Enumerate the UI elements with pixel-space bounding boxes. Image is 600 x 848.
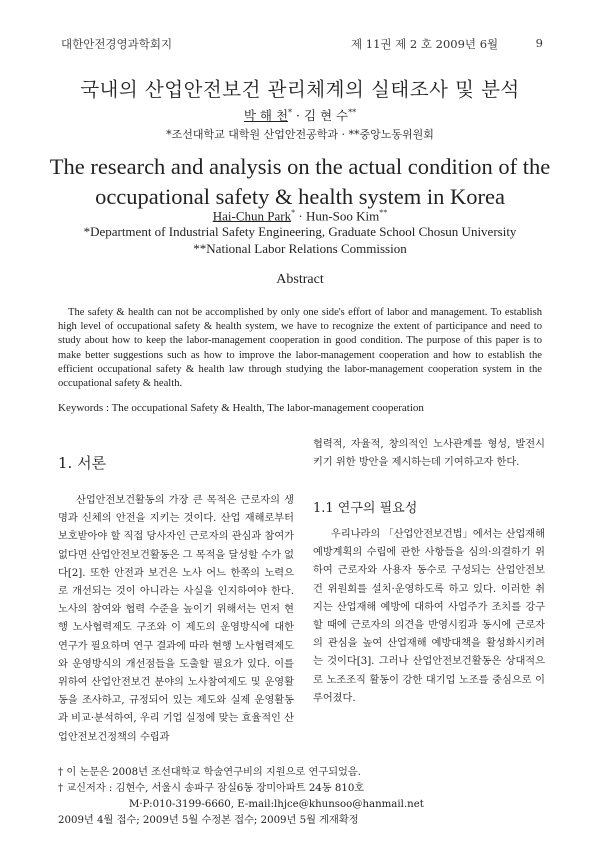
section-1-1-paragraph: 우리나라의 「산업안전보건법」에서는 산업재해 예방계획의 수립에 관한 사항들을 심의·의결하기 위하여 근로자와 사용자 동수로 구성되는 산업안전보건 위원회를 설치·운영하도록 하고 있다. 이러한 취지는 산업재해 예방에 대하여 사업주가 조치를 강구할 때에 근로자의 의견을 반영시킴과 동시에 근로자의 관심을 높여 산업재해 예방대책을 활성화시키려는 것이다[3]. 그러나 산업안전보건활동은 상대적으로 노조조직 활동이 강한 대기업 노조를 중심으로 이루어졌다. [313, 529, 545, 704]
issue-info: 제 11권 제 2 호 2009년 6월 [351, 37, 499, 51]
author-ko-2: 김 현 수 [303, 108, 349, 123]
title-korean: 국내의 산업안전보건 관리체계의 실태조사 및 분석 [80, 78, 520, 101]
author-ko-2-mark: ** [348, 107, 357, 117]
abstract-heading: Abstract [276, 272, 324, 287]
section-1-heading: 1. 서론 [58, 454, 107, 472]
affiliations-korean: *조선대학교 대학원 산업안전공학과 · **중앙노동위원회 [166, 128, 434, 141]
keywords: Keywords : The occupational Safety & Health, The labor-management cooperation [58, 402, 424, 414]
author-ko-1: 박 해 천 [243, 108, 289, 123]
title-english-line-1: The research and analysis on the actual condition of the [49, 154, 551, 179]
author-en-separator: · [295, 208, 306, 224]
author-en-2-mark: ** [379, 208, 388, 217]
author-en-1-mark: * [291, 208, 296, 217]
authors-korean [0, 106, 600, 124]
footnote-corresponding-author: † 교신저자 : 김현수, 서울시 송파구 잠실6동 장미아파트 24동 810호 [58, 783, 365, 794]
footnotes [58, 765, 542, 829]
authors-english [0, 208, 600, 224]
abstract-text: The safety & health can not be accomplished by only one side's effort of labor and management. To establish high level of occupational safety & health system, we have to recognize the extent of participance and need to study about how to keep the labor-management cooperation in good condition. The purpose of this paper is to make better suggestions such as how to improve the labor-management cooperation and how to establish the efficient occupational safety & health law through studying the labor-management cooperation system in the occupational safety & health. [58, 307, 542, 390]
page-number: 9 [535, 36, 543, 50]
author-en-1: Hai-Chun Park [212, 208, 292, 224]
author-ko-separator: · [292, 108, 304, 123]
title-english [0, 152, 600, 212]
section-1-paragraph: 산업안전보건활동의 가장 큰 목적은 근로자의 생명과 신체의 안전을 지키는 것이다. 산업 재해로부터 보호받아야 할 직접 당사자인 근로자의 관심과 참여가 없다면 산업안전보건활동은 그 목적을 달성할 수가 없다[2]. 또한 안전과 보건은 노사 어느 한쪽의 노력으로 개선되는 것이 아니라는 사실을 인지하여야 한다. 노사의 참여와 협력 수준을 높이기 위해서는 먼저 현행 노사협력제도 구조와 이 제도의 운영방식에 대한 연구가 필요하며 연구 결과에 따라 현행 노사협력제도와 운영방식의 개선점들을 도출할 필요가 있다. 이를 위하여 산업안전보건 분야의 노사참여제도 및 운영활동을 조사하고, 규정되어 있는 제도와 실제 운영활동과 비교·분석하여, 우리 기업 실정에 맞는 효율적인 산업안전보건정책의 수립과 [58, 495, 294, 743]
footnote-dates: 2009년 4월 접수; 2009년 5월 수정본 접수; 2009년 5월 게재확정 [58, 815, 359, 826]
author-ko-1-mark: * [288, 107, 293, 117]
footnote-contact: M·P:010-3199-6660, E-mail:lhjce@khunsoo@hanmail.net [129, 799, 424, 810]
right-column-top-paragraph: 협력적, 자율적, 창의적인 노사관계를 형성, 발전시키기 위한 방안을 제시하는데 기여하고자 한다. [313, 439, 545, 469]
journal-name: 대한안전경영과학회지 [61, 37, 173, 51]
footnote-funding: † 이 논문은 2008년 조선대학교 학술연구비의 지원으로 연구되었음. [58, 767, 361, 778]
section-1-1-heading: 1.1 연구의 필요성 [313, 501, 418, 516]
author-en-2: Hun-Soo Kim [305, 208, 380, 224]
affiliation-english-2: **National Labor Relations Commission [193, 241, 407, 256]
affiliation-english-1: *Department of Industrial Safety Engineering, Graduate School Chosun University [83, 224, 517, 239]
title-english-line-2: occupational safety & health system in Korea [95, 184, 505, 209]
running-header [61, 36, 541, 54]
